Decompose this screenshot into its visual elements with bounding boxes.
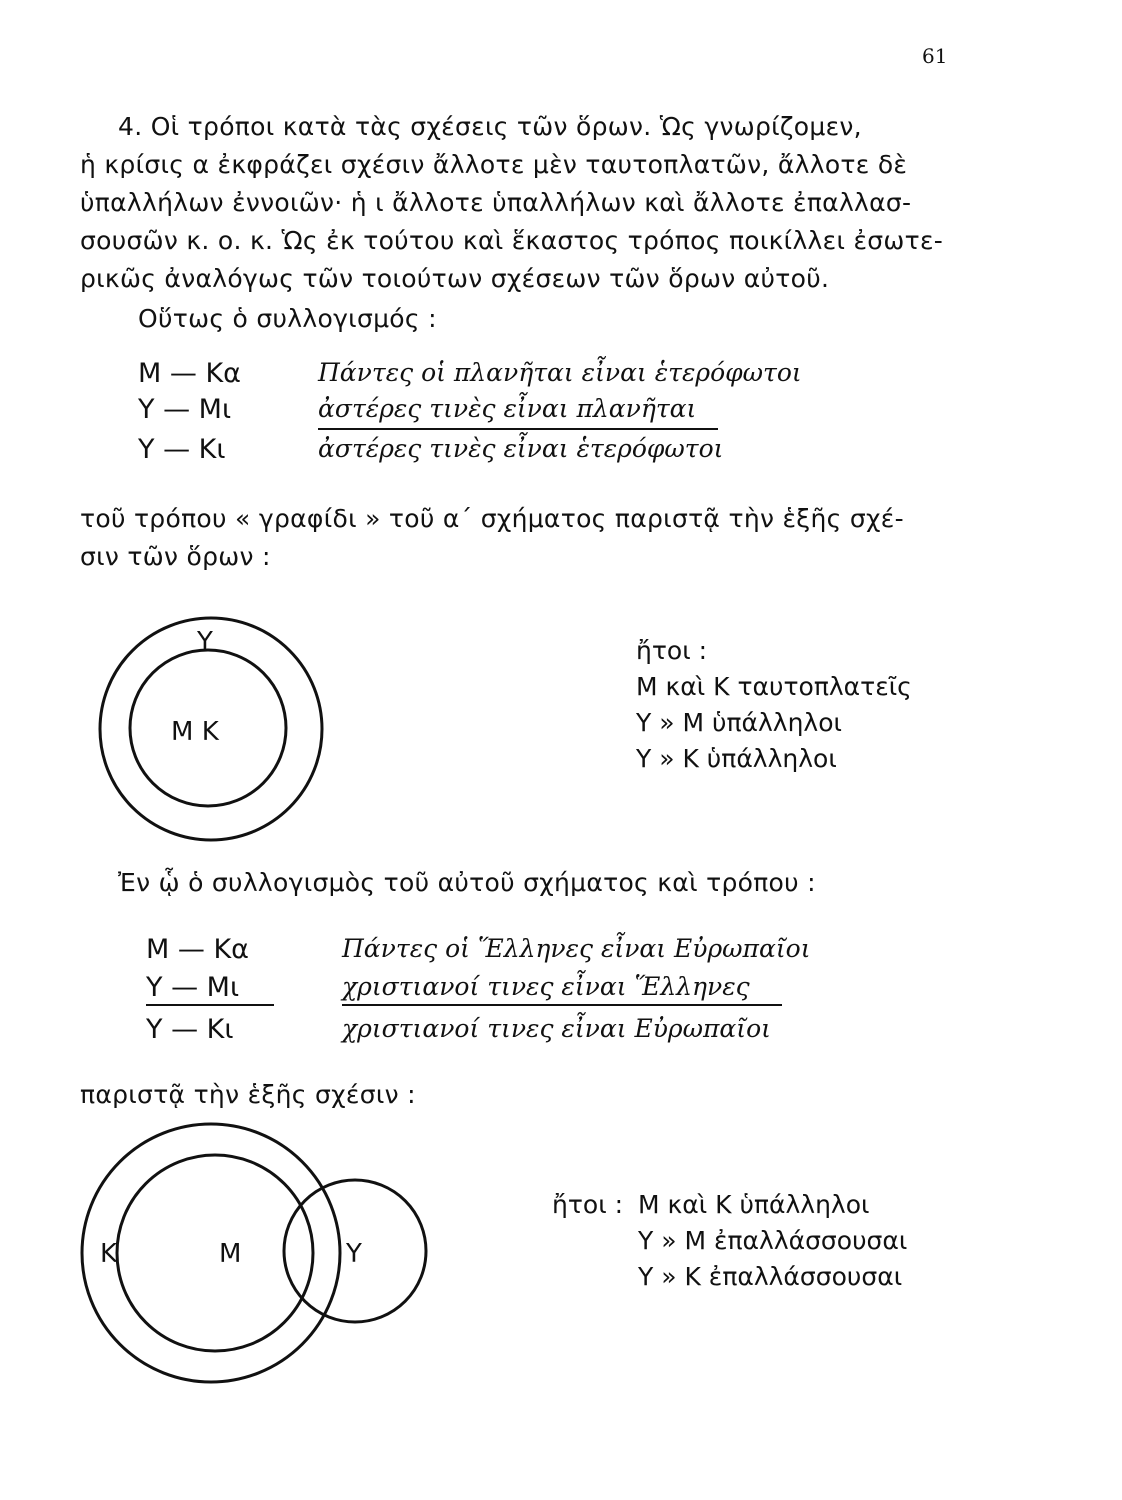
conclusion-text: ἀστέρες τινὲς εἶναι ἑτερόφωτοι xyxy=(318,434,724,463)
conclusion-label: Υ — Κι xyxy=(138,434,226,465)
intro-line: ρικῶς ἀναλόγως τῶν τοιούτων σχέσεων τῶν ὅρων αὐτοῦ. xyxy=(80,264,830,293)
venn1-label-y: Υ xyxy=(197,627,213,657)
outer-circle-k xyxy=(82,1124,340,1382)
venn2-label-y: Υ xyxy=(346,1239,362,1269)
syllogism-2 xyxy=(146,934,866,1044)
inner-circle-m xyxy=(117,1155,313,1351)
conclusion-rule xyxy=(318,428,718,430)
relation-line: Μ καὶ Κ ὑπάλληλοι xyxy=(638,1190,870,1219)
inner-circle-mk xyxy=(130,650,286,806)
intro-line: 4. Οἱ τρόποι κατὰ τὰς σχέσεις τῶν ὅρων. Ὡς γνωρίζομεν, xyxy=(118,112,862,141)
lead-3-text: παριστᾷ τὴν ἑξῆς σχέσιν : xyxy=(80,1080,416,1109)
intro-line: ὑπαλλήλων ἐννοιῶν· ἡ ι ἄλλοτε ὑπαλλήλων καὶ ἄλλοτε ἐπαλλασ- xyxy=(80,188,912,217)
circle-y xyxy=(284,1180,426,1322)
intro-line: ἡ κρίσις α ἐκφράζει σχέσιν ἄλλοτε μὲν ταυτοπλατῶν, ἄλλοτε δὲ xyxy=(80,150,908,179)
premise-label: Μ — Κα xyxy=(146,934,249,965)
lead-2-text: Ἐν ᾧ ὁ συλλογισμὸς τοῦ αὐτοῦ σχήματος καὶ τρόπου : xyxy=(118,868,816,897)
page-number: 61 xyxy=(922,44,948,68)
relation-line: Υ » Μ ἐπαλλάσσουσαι xyxy=(638,1226,908,1255)
premise-label: Μ — Κα xyxy=(138,358,241,389)
minor-label-rule xyxy=(146,1004,274,1006)
premise-label: Υ — Μι xyxy=(146,972,240,1003)
relations-2 xyxy=(552,1190,972,1300)
mode-line: σιν τῶν ὅρων : xyxy=(80,542,271,571)
premise-label: Υ — Μι xyxy=(138,394,232,425)
intro-lead: Οὕτως ὁ συλλογισμός : xyxy=(138,304,437,333)
venn1-label-mk: Μ Κ xyxy=(171,717,219,747)
relations-heading: ἤτοι : xyxy=(636,636,708,665)
relation-line: Μ καὶ Κ ταυτοπλατεῖς xyxy=(636,672,912,701)
premise-text: χριστιανοί τινες εἶναι Ἕλληνες xyxy=(342,972,750,1001)
relations-heading: ἤτοι : xyxy=(552,1190,624,1219)
premise-text: ἀστέρες τινὲς εἶναι πλανῆται xyxy=(318,394,697,423)
venn2-label-m: Μ xyxy=(219,1239,242,1269)
relations-1 xyxy=(636,636,976,776)
relation-line: Υ » Κ ἐπαλλάσσουσαι xyxy=(638,1262,903,1291)
conclusion-rule xyxy=(342,1004,782,1006)
premise-text: Πάντες οἱ Ἕλληνες εἶναι Εὐρωπαῖοι xyxy=(342,934,811,963)
conclusion-text: χριστιανοί τινες εἶναι Εὐρωπαῖοι xyxy=(342,1014,771,1043)
relation-line: Υ » Μ ὑπάλληλοι xyxy=(636,708,842,737)
venn2-label-k: Κ xyxy=(100,1239,118,1269)
intro-line: σουσῶν κ. ο. κ. Ὡς ἐκ τούτου καὶ ἕκαστος τρόπος ποικίλλει ἐσωτε- xyxy=(80,226,944,255)
premise-text: Πάντες οἱ πλανῆται εἶναι ἑτερόφωτοι xyxy=(318,358,802,387)
conclusion-label: Υ — Κι xyxy=(146,1014,234,1045)
relation-line: Υ » Κ ὑπάλληλοι xyxy=(636,744,837,773)
syllogism-1 xyxy=(138,358,858,468)
outer-circle-y xyxy=(100,618,322,840)
mode-line: τοῦ τρόπου « γραφίδι » τοῦ α΄ σχήματος παριστᾷ τὴν ἑξῆς σχέ- xyxy=(80,504,904,533)
